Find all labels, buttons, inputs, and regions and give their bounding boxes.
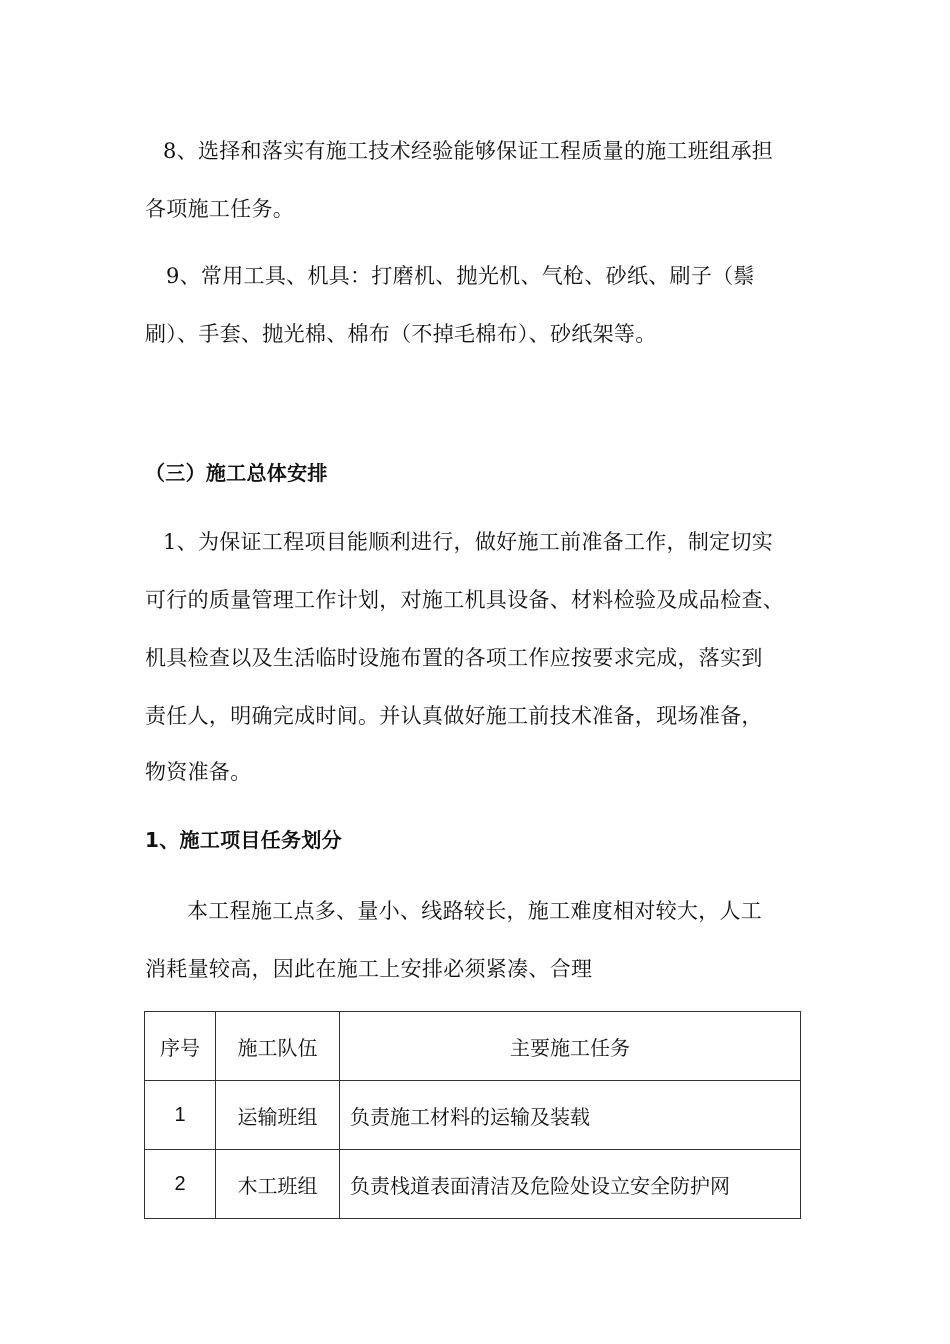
sub-heading: 1、施工项目任务划分 [145,828,342,852]
intro-line-2: 消耗量较高，因此在施工上安排必须紧凑、合理 [145,957,593,981]
paragraph-1-line-4: 责任人，明确完成时间。并认真做好施工前技术准备，现场准备， [145,704,763,728]
intro-line-1: 本工程施工点多、量小、线路较长，施工难度相对较大，人工 [187,899,763,923]
table-header-row [145,1012,801,1081]
row-task: 负责栈道表面清洁及危险处设立安全防护网 [340,1150,801,1219]
task-division-table [144,1011,801,1219]
header-team: 施工队伍 [216,1012,340,1081]
row-team: 运输班组 [216,1081,340,1150]
header-no: 序号 [145,1012,216,1081]
table-row [145,1150,801,1219]
section-heading: （三）施工总体安排 [145,461,328,485]
paragraph-9-line-2: 刷）、手套、抛光棉、棉布（不掉毛棉布）、砂纸架等。 [145,322,657,346]
row-task: 负责施工材料的运输及装载 [340,1081,801,1150]
paragraph-8-line-1: 8、选择和落实有施工技术经验能够保证工程质量的施工班组承担 [163,139,774,163]
paragraph-1-line-1: 1、为保证工程项目能顺利进行，做好施工前准备工作，制定切实 [163,530,774,554]
table-row [145,1081,801,1150]
row-no: 1 [145,1081,216,1150]
paragraph-9-line-1: 9、常用工具、机具：打磨机、抛光机、气枪、砂纸、刷子（鬃 [166,264,755,288]
paragraph-8-line-2: 各项施工任务。 [145,197,295,221]
paragraph-1-line-3: 机具检查以及生活临时设施布置的各项工作应按要求完成，落实到 [145,646,763,670]
row-no: 2 [145,1150,216,1219]
header-task: 主要施工任务 [340,1012,801,1081]
paragraph-1-line-5: 物资准备。 [145,760,252,784]
row-team: 木工班组 [216,1150,340,1219]
paragraph-1-line-2: 可行的质量管理工作计划，对施工机具设备、材料检验及成品检查、 [145,588,784,612]
